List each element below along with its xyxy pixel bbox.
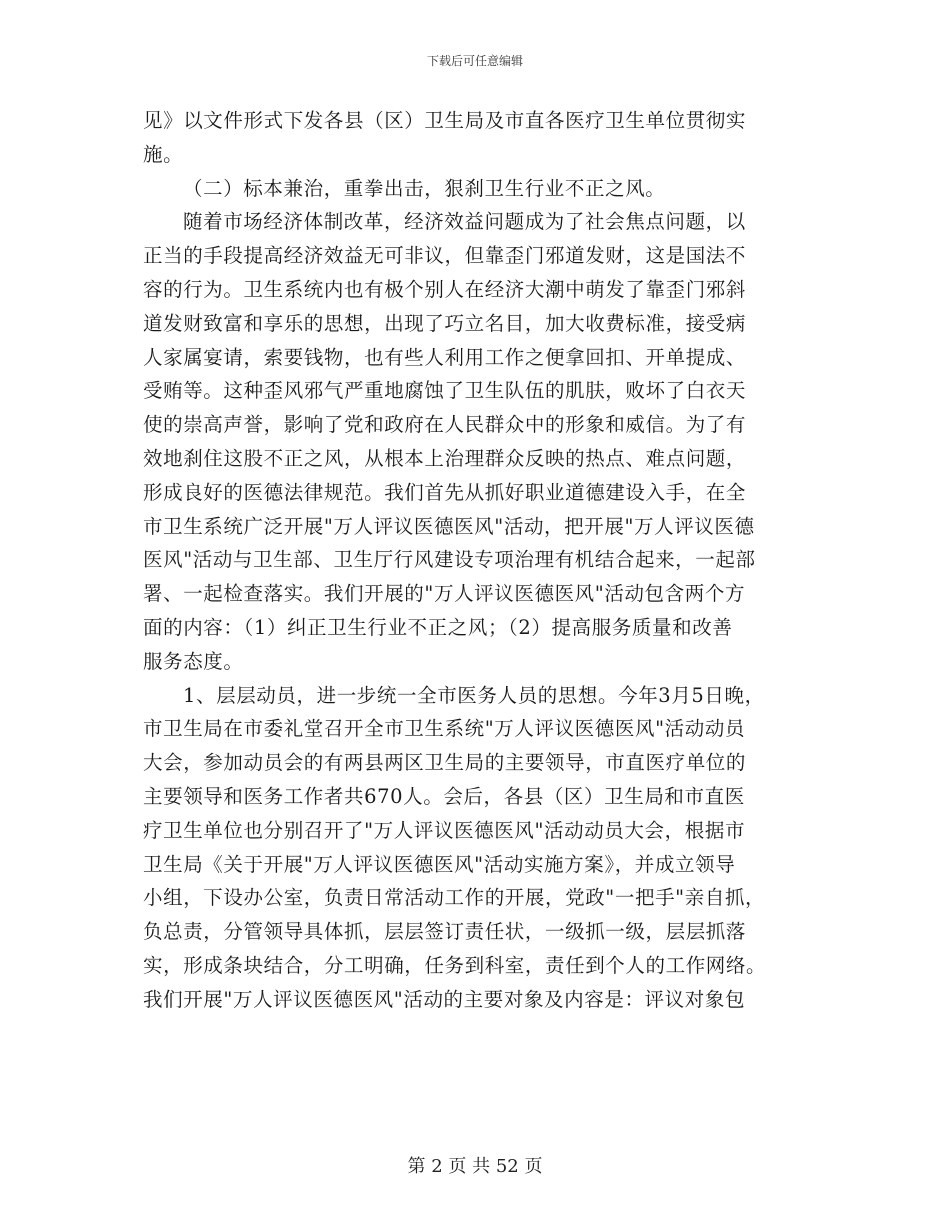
page-header-note: 下载后可任意编辑 (426, 54, 523, 68)
text-line: 署、一起检查落实。我们开展的"万人评议医德医风"活动包含两个方 (143, 582, 746, 606)
text-line: 随着市场经济体制改革，经济效益问题成为了社会焦点问题，以 (183, 210, 746, 234)
text-line: 人家属宴请，索要钱物，也有些人利用工作之便拿回扣、开单提成、 (143, 345, 747, 369)
text-line: 实，形成条块结合，分工明确，任务到科室，责任到个人的工作网络。 (143, 953, 767, 977)
text-line: 见》以文件形式下发各县（区）卫生局及市直各医疗卫生单位贯彻实 (143, 109, 747, 132)
text-line: 施。 (143, 142, 184, 166)
text-line: 形成良好的医德法律规范。我们首先从抓好职业道德建设入手，在全 (143, 480, 747, 504)
text-line: 受贿等。这种歪风邪气严重地腐蚀了卫生队伍的肌肤，败坏了白衣天 (143, 379, 747, 403)
text-line: 小组，下设办公室，负责日常活动工作的开展，党政"一把手"亲自抓， (143, 886, 766, 910)
text-line: 容的行为。卫生系统内也有极个别人在经济大潮中萌发了靠歪门邪斜 (143, 277, 747, 301)
text-line: （二）标本兼治，重拳出击，狠刹卫生行业不正之风。 (183, 176, 666, 200)
text-line: 负总责，分管领导具体抓，层层签订责任状，一级抓一级，层层抓落 (143, 920, 747, 944)
text-line: 服务态度。 (143, 649, 244, 673)
text-line: 面的内容：（1）纠正卫生行业不正之风；（2）提高服务质量和改善 (143, 615, 733, 639)
text-line: 使的崇高声誉，影响了党和政府在人民群众中的形象和威信。为了有 (143, 413, 747, 437)
text-line: 卫生局《关于开展"万人评议医德医风"活动实施方案》，并成立领导 (143, 852, 736, 876)
text-line: 医风"活动与卫生部、卫生厅行风建设专项治理有机结合起来，一起部 (143, 548, 756, 572)
text-line: 效地刹住这股不正之风，从根本上治理群众反映的热点、难点问题， (143, 446, 747, 470)
document-body (143, 104, 813, 1017)
text-line: 我们开展"万人评议医德医风"活动的主要对象及内容是：评议对象包 (143, 987, 746, 1011)
text-line: 道发财致富和享乐的思想，出现了巧立名目，加大收费标准，接受病 (143, 311, 747, 335)
page-number-footer: 第 2 页 共 52 页 (407, 1156, 543, 1177)
text-line: 主要领导和医务工作者共670人。会后，各县（区）卫生局和市直医 (143, 784, 745, 808)
text-line: 大会，参加动员会的有两县两区卫生局的主要领导，市直医疗单位的 (143, 751, 747, 775)
text-line: 疗卫生单位也分别召开了"万人评议医德医风"活动动员大会，根据市 (143, 818, 746, 842)
text-line: 正当的手段提高经济效益无可非议，但靠歪门邪道发财，这是国法不 (143, 244, 747, 268)
text-line: 市卫生系统广泛开展"万人评议医德医风"活动，把开展"万人评议医德 (143, 514, 755, 538)
text-line: 1、层层动员，进一步统一全市医务人员的思想。今年3月5日晚， (183, 683, 765, 707)
text-line: 市卫生局在市委礼堂召开全市卫生系统"万人评议医德医风"活动动员 (143, 717, 746, 741)
